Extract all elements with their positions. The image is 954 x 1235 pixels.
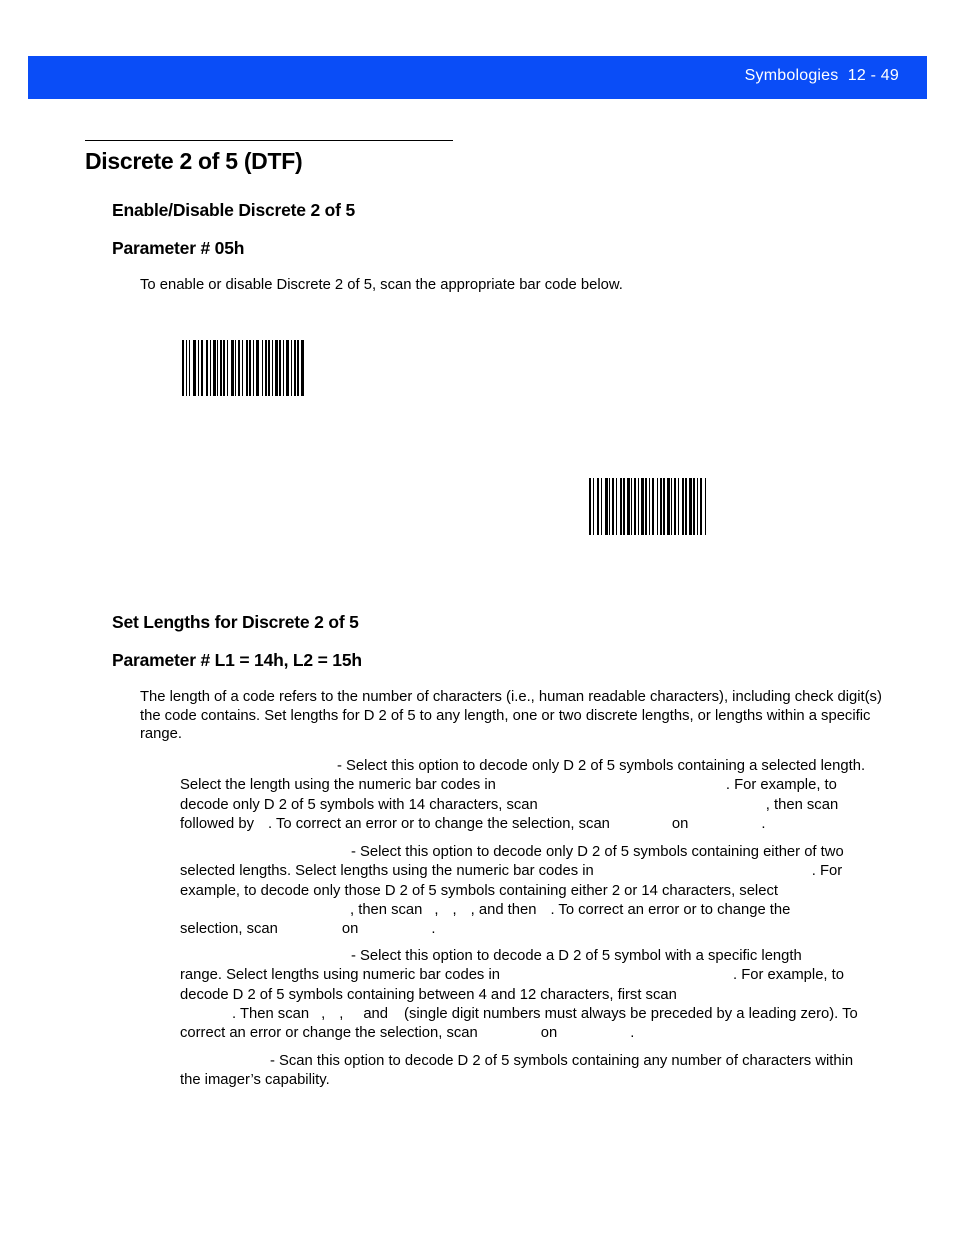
barcode-bar	[612, 478, 614, 535]
barcode-bar	[201, 340, 203, 396]
text-fragment: selection, scan	[180, 921, 278, 938]
text-fragment: ,	[452, 901, 457, 918]
text-fragment: . To correct an error or to change the	[550, 901, 791, 918]
barcode-bar	[645, 478, 647, 535]
option-line	[180, 1005, 896, 1024]
barcode-bar	[593, 478, 594, 535]
enable-parameter: Parameter # 05h	[112, 238, 245, 258]
barcode-enable-graphic	[182, 340, 394, 396]
barcode-bar	[601, 478, 602, 535]
barcode-bar	[663, 478, 665, 535]
lengths-intro: The length of a code refers to the number of characters (i.e., human readable characters), including check digit(s) the code contains. Set lengths for D 2 of 5 to any length, one or two discrete lengths, or lengths within a specific range.	[140, 689, 882, 743]
barcode-bar	[616, 478, 617, 535]
barcode-bar	[697, 478, 698, 535]
option-line: decode D 2 of 5 symbols containing between 4 and 12 characters, first scan	[180, 986, 677, 1003]
text-fragment: . For example, to	[732, 967, 844, 984]
enable-heading: Enable/Disable Discrete 2 of 5	[112, 200, 355, 220]
barcode-bar	[301, 340, 304, 396]
barcode-bar	[235, 340, 236, 396]
barcode-bar	[297, 340, 299, 396]
text-fragment: on	[671, 815, 689, 832]
barcode-bar	[186, 340, 187, 396]
option-line: - Select this option to decode only D 2 of 5 symbols containing a selected length.	[337, 758, 866, 774]
text-fragment: , and then	[470, 901, 537, 918]
barcode-bar	[609, 478, 610, 535]
barcode-bar	[210, 340, 211, 396]
barcode-bar	[294, 340, 296, 396]
text-fragment: on	[341, 921, 359, 938]
barcode-bar	[223, 340, 225, 396]
barcode-bar	[286, 340, 289, 396]
barcode-bar	[242, 340, 243, 396]
option-line: - Select this option to decode only D 2 of 5 symbols containing either of two	[351, 844, 844, 860]
header-page-number: 12 - 49	[847, 67, 899, 84]
barcode-bar	[227, 340, 228, 396]
barcode-bar	[238, 340, 240, 396]
option-any-length	[180, 1052, 896, 1091]
option-line	[180, 1024, 896, 1043]
barcode-bar	[667, 478, 670, 535]
barcode-bar	[685, 478, 687, 535]
barcode-bar	[249, 340, 251, 396]
barcode-bar	[605, 478, 608, 535]
barcode-bar	[597, 478, 599, 535]
option-line: the imager’s capability.	[180, 1072, 330, 1089]
text-fragment: correct an error or change the selection, scan	[180, 1025, 478, 1042]
barcode-bar	[660, 478, 662, 535]
text-fragment: .	[431, 921, 436, 938]
text-fragment: .	[630, 1025, 635, 1042]
barcode-bar	[641, 478, 644, 535]
barcode-bar	[217, 340, 218, 396]
text-fragment: range. Select lengths using numeric bar codes in	[180, 967, 500, 984]
barcode-bar	[246, 340, 248, 396]
barcode-bar	[279, 340, 281, 396]
barcode-disable-graphic	[589, 478, 801, 535]
text-fragment: selected lengths. Select lengths using the numeric bar codes in	[180, 863, 594, 880]
option-line	[180, 966, 896, 985]
option-two-lengths	[180, 843, 896, 939]
barcode-bar	[262, 340, 263, 396]
option-line	[180, 901, 896, 920]
barcode-bar	[620, 478, 622, 535]
barcode-enable-icon[interactable]	[182, 340, 394, 396]
barcode-bar	[589, 478, 591, 535]
text-fragment: .	[761, 815, 766, 832]
option-line	[180, 796, 896, 815]
header-section: Symbologies	[744, 67, 839, 84]
barcode-bar	[657, 478, 658, 535]
text-fragment: (single digit numbers must always be preceded by a leading zero). To	[404, 1005, 858, 1022]
title-rule	[85, 140, 453, 141]
barcode-bar	[206, 340, 208, 396]
barcode-bar	[193, 340, 196, 396]
option-line: - Select this option to decode a D 2 of 5 symbol with a specific length	[351, 948, 802, 964]
text-fragment: , then scan	[765, 796, 839, 813]
option-line: - Scan this option to decode D 2 of 5 symbols containing any number of characters within	[270, 1053, 854, 1069]
option-one-length	[180, 757, 896, 834]
text-fragment: , then scan	[350, 901, 423, 918]
barcode-bar	[682, 478, 684, 535]
barcode-bar	[189, 340, 190, 396]
barcode-bar	[291, 340, 292, 396]
option-line	[180, 862, 896, 881]
barcode-bar	[671, 478, 672, 535]
barcode-bar	[631, 478, 632, 535]
barcode-bar	[693, 478, 695, 535]
barcode-bar	[283, 340, 284, 396]
barcode-bar	[705, 478, 706, 535]
option-line: example, to decode only those D 2 of 5 symbols containing either 2 or 14 characters, select	[180, 882, 778, 899]
text-fragment: decode only D 2 of 5 symbols with 14 characters, scan	[180, 796, 538, 813]
text-fragment: followed by	[180, 815, 255, 832]
option-line	[180, 920, 896, 939]
barcode-bar	[700, 478, 702, 535]
barcode-bar	[198, 340, 199, 396]
barcode-bar	[674, 478, 676, 535]
text-fragment: and	[363, 1005, 389, 1022]
barcode-bar	[182, 340, 184, 396]
header-text	[745, 67, 899, 85]
text-fragment: on	[540, 1025, 558, 1042]
enable-body: To enable or disable Discrete 2 of 5, scan the appropriate bar code below.	[140, 277, 623, 293]
barcode-bar	[220, 340, 222, 396]
text-fragment: . For	[811, 863, 843, 880]
option-line	[180, 815, 896, 834]
barcode-bar	[627, 478, 630, 535]
barcode-bar	[256, 340, 259, 396]
text-fragment: . To correct an error or to change the selection, scan	[268, 815, 610, 832]
barcode-bar	[634, 478, 636, 535]
barcode-bar	[272, 340, 273, 396]
option-line	[180, 776, 896, 795]
barcode-bar	[652, 478, 654, 535]
barcode-bar	[689, 478, 692, 535]
barcode-bar	[231, 340, 234, 396]
option-length-range	[180, 947, 896, 1043]
lengths-heading: Set Lengths for Discrete 2 of 5	[112, 612, 359, 632]
barcode-bar	[213, 340, 216, 396]
barcode-disable-icon[interactable]	[589, 478, 801, 535]
barcode-bar	[265, 340, 267, 396]
text-fragment: ,	[339, 1005, 344, 1022]
lengths-parameter: Parameter # L1 = 14h, L2 = 15h	[112, 650, 362, 670]
text-fragment: ,	[321, 1005, 326, 1022]
barcode-bar	[275, 340, 278, 396]
barcode-bar	[678, 478, 679, 535]
barcode-bar	[253, 340, 254, 396]
text-fragment: ,	[434, 901, 439, 918]
page-title: Discrete 2 of 5 (DTF)	[85, 148, 303, 174]
barcode-bar	[638, 478, 639, 535]
barcode-bar	[649, 478, 650, 535]
page-header	[28, 56, 927, 99]
barcode-bar	[268, 340, 270, 396]
text-fragment: . For example, to	[725, 777, 837, 794]
text-fragment: . Then scan	[232, 1005, 310, 1022]
barcode-bar	[623, 478, 625, 535]
text-fragment: Select the length using the numeric bar codes in	[180, 777, 496, 794]
